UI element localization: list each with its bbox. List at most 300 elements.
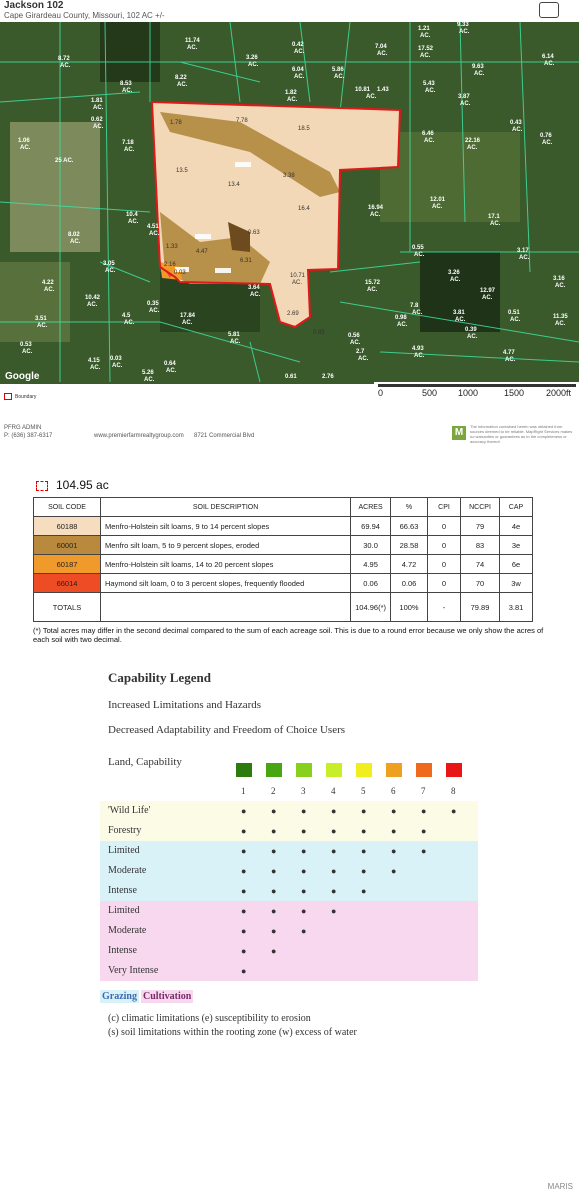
svg-text:AC.: AC. (93, 124, 104, 130)
capability-dot: ● (241, 846, 247, 856)
svg-text:AC.: AC. (124, 147, 135, 153)
cultivation-label: Cultivation (143, 991, 192, 1002)
svg-text:AC.: AC. (420, 53, 431, 59)
soil-description: Menfro silt loam, 5 to 9 percent slopes, eroded (101, 536, 351, 555)
svg-text:AC.: AC. (459, 29, 470, 35)
capability-dot: ● (271, 826, 277, 836)
svg-text:0.03: 0.03 (174, 270, 186, 276)
svg-text:AC.: AC. (144, 377, 155, 383)
capability-dot: ● (241, 946, 247, 956)
class-number: 4 (331, 786, 336, 796)
svg-text:6.46: 6.46 (422, 131, 434, 137)
soil-description: Haymond silt loam, 0 to 3 percent slopes, frequently flooded (101, 574, 351, 593)
soil-cap: 6e (500, 555, 533, 574)
scale-bar (374, 382, 579, 406)
svg-text:AC.: AC. (149, 308, 160, 314)
svg-text:AC.: AC. (250, 292, 261, 298)
boundary-icon (36, 481, 48, 491)
svg-text:0.51: 0.51 (508, 310, 520, 316)
class-8-swatch (446, 763, 462, 777)
svg-text:4.5: 4.5 (122, 313, 131, 319)
svg-text:AC.: AC. (93, 105, 104, 111)
capability-row (100, 821, 478, 841)
boundary-swatch-icon (4, 393, 12, 400)
svg-text:13.4: 13.4 (228, 182, 240, 188)
svg-text:11.74: 11.74 (185, 38, 200, 44)
table-row (34, 574, 533, 593)
capability-dot: ● (451, 806, 457, 816)
svg-text:1.33: 1.33 (166, 244, 178, 250)
capability-dot: ● (301, 866, 307, 876)
capability-dot: ● (361, 806, 367, 816)
svg-text:AC.: AC. (467, 334, 478, 340)
svg-text:13.5: 13.5 (176, 168, 188, 174)
soil-description: Menfro-Holstein silt loams, 9 to 14 percent slopes (101, 517, 351, 536)
capability-line-3: Land, Capability (108, 756, 182, 768)
svg-text:17.84: 17.84 (180, 313, 196, 319)
soil-table-header (34, 498, 533, 517)
table-row (34, 555, 533, 574)
capability-dot: ● (331, 866, 337, 876)
soil-cap: 3w (500, 574, 533, 593)
soil-cap: 4e (500, 517, 533, 536)
class-number: 3 (301, 786, 306, 796)
svg-text:AC.: AC. (367, 287, 378, 293)
class-number: 7 (421, 786, 426, 796)
svg-text:7.78: 7.78 (236, 118, 248, 124)
svg-text:AC.: AC. (366, 94, 377, 100)
svg-text:1.78: 1.78 (170, 120, 182, 126)
svg-text:12.97: 12.97 (480, 288, 496, 294)
totals-acres: 104.96(*) (351, 593, 391, 622)
capability-dot: ● (301, 826, 307, 836)
capability-row-label: Limited (108, 845, 140, 856)
col-cpi: CPI (428, 498, 461, 517)
svg-text:AC.: AC. (432, 204, 443, 210)
class-7-swatch (416, 763, 432, 777)
capability-dot: ● (241, 866, 247, 876)
svg-text:8.72: 8.72 (58, 56, 70, 62)
svg-text:0.43: 0.43 (510, 120, 522, 126)
capability-row (100, 861, 478, 881)
class-number: 8 (451, 786, 456, 796)
svg-text:0.64: 0.64 (164, 361, 176, 367)
capability-dot: ● (361, 826, 367, 836)
soil-code: 60188 (34, 517, 101, 536)
svg-text:3.81: 3.81 (453, 310, 465, 316)
totals-percent: 100% (391, 593, 428, 622)
capability-dot: ● (301, 806, 307, 816)
class-2-swatch (266, 763, 282, 777)
capability-dot: ● (331, 826, 337, 836)
svg-text:AC.: AC. (555, 321, 566, 327)
capability-dot: ● (301, 846, 307, 856)
svg-text:4.22: 4.22 (42, 280, 54, 286)
phone: P: (636) 387-6317 (4, 433, 53, 439)
svg-text:AC.: AC. (519, 255, 530, 261)
totals-nccpi: 79.89 (461, 593, 500, 622)
capability-dot: ● (391, 826, 397, 836)
soil-acres: 0.06 (351, 574, 391, 593)
svg-text:AC.: AC. (474, 71, 485, 77)
svg-text:0.98: 0.98 (395, 315, 407, 321)
svg-text:3.16: 3.16 (553, 276, 565, 282)
soil-cpi: 0 (428, 536, 461, 555)
capability-dot: ● (331, 886, 337, 896)
svg-text:AC.: AC. (112, 363, 123, 369)
col-cap: CAP (500, 498, 533, 517)
svg-text:AC.: AC. (555, 283, 566, 289)
svg-text:3.05: 3.05 (103, 261, 115, 267)
svg-text:10.71: 10.71 (290, 273, 306, 279)
capability-line-1: Increased Limitations and Hazards (108, 699, 262, 711)
capability-dot: ● (391, 806, 397, 816)
svg-text:AC.: AC. (230, 339, 241, 345)
svg-text:17.1: 17.1 (488, 214, 500, 220)
capability-dot: ● (271, 866, 277, 876)
svg-text:3.17: 3.17 (517, 248, 529, 254)
svg-text:AC.: AC. (542, 140, 553, 146)
capability-row (100, 801, 478, 821)
svg-text:6.14: 6.14 (542, 54, 554, 60)
capability-dot: ● (271, 846, 277, 856)
capability-legend (100, 657, 478, 1040)
svg-text:5.81: 5.81 (228, 332, 240, 338)
rounding-note: (*) Total acres may differ in the second decimal compared to the sum of each acreage soil. This is due to a round error because we only show the acres of each soil with two decimal. (33, 626, 544, 644)
svg-text:0.85: 0.85 (313, 330, 325, 336)
svg-text:6.04: 6.04 (292, 67, 304, 73)
svg-text:4.93: 4.93 (412, 346, 424, 352)
svg-text:AC.: AC. (187, 45, 198, 51)
table-row (34, 536, 533, 555)
svg-text:4.51: 4.51 (147, 224, 159, 230)
capability-row (100, 841, 478, 861)
disclaimer: The information contained herein was obtained from sources deemed to be reliable. MapRight Services makes no warranties or guarantees as to the completeness or accuracy thereof. (470, 424, 573, 444)
svg-text:AC.: AC. (460, 101, 471, 107)
svg-text:16.94: 16.94 (368, 205, 384, 211)
svg-text:AC.: AC. (412, 310, 423, 316)
svg-text:AC.: AC. (122, 88, 133, 94)
capability-dot: ● (331, 846, 337, 856)
svg-text:AC.: AC. (450, 277, 461, 283)
svg-text:5.43: 5.43 (423, 81, 435, 87)
capability-footnote-2: (s) soil limitations within the rooting zone (w) excess of water (108, 1027, 357, 1038)
acreage-summary (36, 478, 109, 492)
soil-nccpi: 70 (461, 574, 500, 593)
svg-text:AC.: AC. (177, 82, 188, 88)
svg-text:3.51: 3.51 (35, 316, 47, 322)
class-3-swatch (296, 763, 312, 777)
svg-text:AC.: AC. (397, 322, 408, 328)
svg-text:AC.: AC. (20, 145, 31, 151)
capability-dot: ● (241, 886, 247, 896)
capability-footnote-1: (c) climatic limitations (e) susceptibility to erosion (108, 1013, 311, 1024)
svg-text:AC.: AC. (37, 323, 48, 329)
col-percent: % (391, 498, 428, 517)
svg-text:AC.: AC. (512, 127, 523, 133)
svg-text:AC.: AC. (70, 239, 81, 245)
svg-text:AC.: AC. (166, 368, 177, 374)
svg-text:0.61: 0.61 (285, 374, 297, 380)
soil-cap: 3e (500, 536, 533, 555)
capability-dot: ● (301, 926, 307, 936)
svg-text:7.04: 7.04 (375, 44, 387, 50)
capability-row (100, 941, 478, 961)
class-number: 5 (361, 786, 366, 796)
soil-code: 60187 (34, 555, 101, 574)
capability-dot: ● (361, 866, 367, 876)
svg-text:0.63: 0.63 (248, 230, 260, 236)
svg-text:0.03: 0.03 (110, 356, 122, 362)
capability-dot: ● (271, 926, 277, 936)
capability-dot: ● (271, 946, 277, 956)
svg-text:17.52: 17.52 (418, 46, 434, 52)
soil-percent: 66.63 (391, 517, 428, 536)
totals-label: TOTALS (34, 593, 101, 622)
soil-percent: 28.58 (391, 536, 428, 555)
svg-text:10.42: 10.42 (85, 295, 101, 301)
svg-text:AC.: AC. (370, 212, 381, 218)
soil-acres: 69.94 (351, 517, 391, 536)
capability-dot: ● (241, 826, 247, 836)
svg-text:0.35: 0.35 (147, 301, 159, 307)
capability-dot: ● (241, 906, 247, 916)
capability-dot: ● (271, 906, 277, 916)
soil-cpi: 0 (428, 574, 461, 593)
svg-text:12.01: 12.01 (430, 197, 446, 203)
soil-description: Menfro-Holstein silt loams, 14 to 20 percent slopes (101, 555, 351, 574)
svg-text:AC.: AC. (294, 74, 305, 80)
svg-text:15.72: 15.72 (365, 280, 381, 286)
capability-row-label: Forestry (108, 825, 142, 836)
scale-1500: 1500 (504, 388, 525, 398)
soil-percent: 0.06 (391, 574, 428, 593)
capability-dot: ● (421, 826, 427, 836)
map-title: Jackson 102 (4, 0, 64, 11)
capability-row-label: Intense (108, 885, 137, 896)
capability-dot: ● (421, 846, 427, 856)
col-acres: ACRES (351, 498, 391, 517)
totals-row (34, 593, 533, 622)
capability-row-label: Intense (108, 945, 137, 956)
capability-dot: ● (271, 806, 277, 816)
capability-line-2: Decreased Adaptability and Freedom of Choice Users (108, 724, 346, 736)
svg-text:1.81: 1.81 (91, 98, 103, 104)
capability-dot: ● (301, 906, 307, 916)
class-number: 1 (241, 786, 246, 796)
soil-cpi: 0 (428, 517, 461, 536)
capability-dot: ● (301, 886, 307, 896)
capability-row-label: Very Intense (108, 965, 159, 976)
capability-title: Capability Legend (108, 670, 211, 685)
capability-dot: ● (331, 906, 337, 916)
svg-text:9.33: 9.33 (457, 22, 469, 28)
svg-text:18.5: 18.5 (298, 126, 310, 132)
svg-text:AC.: AC. (128, 219, 139, 225)
svg-text:AC.: AC. (414, 252, 425, 258)
class-number: 2 (271, 786, 276, 796)
svg-text:AC.: AC. (377, 51, 388, 57)
scale-2000ft: 2000ft (546, 388, 572, 398)
capability-dot: ● (331, 806, 337, 816)
svg-text:1.43: 1.43 (377, 87, 389, 93)
svg-text:7.18: 7.18 (122, 140, 134, 146)
svg-text:AC.: AC. (358, 356, 369, 362)
capability-dot: ● (271, 886, 277, 896)
map-subtitle: Cape Girardeau County, Missouri, 102 AC +/- (4, 11, 165, 20)
soil-percent: 4.72 (391, 555, 428, 574)
svg-text:AC.: AC. (149, 231, 160, 237)
svg-text:4.47: 4.47 (196, 249, 208, 255)
capability-row (100, 961, 478, 981)
soil-acres: 30.0 (351, 536, 391, 555)
soil-cpi: 0 (428, 555, 461, 574)
svg-text:6.31: 6.31 (240, 258, 252, 264)
svg-text:0.56: 0.56 (348, 333, 360, 339)
svg-text:AC.: AC. (505, 357, 516, 363)
svg-text:3.26: 3.26 (448, 270, 460, 276)
svg-text:2.76: 2.76 (322, 374, 334, 380)
capability-dot: ● (241, 966, 247, 976)
boundary-label: Boundary (15, 393, 37, 400)
svg-text:AC.: AC. (90, 365, 101, 371)
soil-code: 66014 (34, 574, 101, 593)
svg-text:4.15: 4.15 (88, 358, 100, 364)
scale-500: 500 (422, 388, 438, 398)
svg-text:1.06: 1.06 (18, 138, 30, 144)
svg-text:4.77: 4.77 (503, 350, 515, 356)
svg-text:AC.: AC. (424, 138, 435, 144)
mapright-logo-icon (539, 2, 559, 18)
svg-text:AC.: AC. (182, 320, 193, 326)
svg-text:3.64: 3.64 (248, 285, 260, 291)
svg-text:3.38: 3.38 (283, 173, 295, 179)
svg-text:AC.: AC. (22, 349, 33, 355)
map-graphics (0, 22, 579, 384)
svg-text:0.42: 0.42 (292, 42, 304, 48)
capability-row-label: 'Wild Life' (108, 805, 151, 816)
svg-text:8.53: 8.53 (120, 81, 132, 87)
svg-text:16.4: 16.4 (298, 206, 310, 212)
svg-text:9.63: 9.63 (472, 64, 484, 70)
acreage-value: 104.95 ac (56, 478, 109, 492)
map-legend (4, 393, 36, 400)
class-1-swatch (236, 763, 252, 777)
col-nccpi: NCCPI (461, 498, 500, 517)
svg-text:2.7: 2.7 (356, 349, 365, 355)
mapright-m-logo: M (452, 426, 466, 440)
table-row (34, 517, 533, 536)
capability-dot: ● (391, 866, 397, 876)
svg-text:AC.: AC. (60, 63, 71, 69)
svg-text:1.21: 1.21 (418, 26, 430, 32)
totals-cpi: - (428, 593, 461, 622)
svg-text:0.55: 0.55 (412, 245, 424, 251)
svg-text:AC.: AC. (544, 61, 555, 67)
svg-text:25 AC.: 25 AC. (55, 158, 74, 164)
svg-text:AC.: AC. (44, 287, 55, 293)
capability-row (100, 901, 478, 921)
totals-description (101, 593, 351, 622)
capability-dot: ● (421, 806, 427, 816)
soil-table (33, 497, 533, 622)
svg-text:AC.: AC. (455, 317, 466, 323)
svg-text:2.16: 2.16 (164, 262, 176, 268)
svg-text:0.53: 0.53 (20, 342, 32, 348)
svg-text:10.4: 10.4 (126, 212, 138, 218)
address: 8721 Commercial Blvd (194, 433, 255, 439)
watermark: MARIS (547, 1182, 573, 1191)
svg-text:AC.: AC. (420, 33, 431, 39)
svg-text:11.35: 11.35 (553, 314, 568, 320)
svg-text:0.62: 0.62 (91, 117, 103, 123)
capability-row-label: Limited (108, 905, 140, 916)
capability-row-label: Moderate (108, 865, 147, 876)
svg-text:0.39: 0.39 (465, 327, 477, 333)
capability-row (100, 921, 478, 941)
svg-text:AC.: AC. (292, 280, 303, 286)
totals-cap: 3.81 (500, 593, 533, 622)
svg-text:AC.: AC. (294, 49, 305, 55)
class-5-swatch (356, 763, 372, 777)
grazing-label: Grazing (102, 991, 137, 1002)
soil-acres: 4.95 (351, 555, 391, 574)
svg-text:8.22: 8.22 (175, 75, 187, 81)
svg-text:3.26: 3.26 (246, 55, 258, 61)
svg-text:3.87: 3.87 (458, 94, 470, 100)
class-4-swatch (326, 763, 342, 777)
svg-text:AC.: AC. (425, 88, 436, 94)
capability-dot: ● (361, 846, 367, 856)
svg-text:0.76: 0.76 (540, 133, 552, 139)
svg-text:AC.: AC. (334, 74, 345, 80)
svg-text:AC.: AC. (482, 295, 493, 301)
website-link[interactable]: www.premierfarmrealtygroup.com (94, 433, 184, 439)
soil-code: 60001 (34, 536, 101, 555)
svg-text:5.26: 5.26 (142, 370, 154, 376)
svg-text:7.8: 7.8 (410, 303, 419, 309)
svg-text:AC.: AC. (105, 268, 116, 274)
svg-text:5.86: 5.86 (332, 67, 344, 73)
soil-nccpi: 83 (461, 536, 500, 555)
svg-text:AC.: AC. (350, 340, 361, 346)
capability-dot: ● (241, 806, 247, 816)
col-soil-description: SOIL DESCRIPTION (101, 498, 351, 517)
soil-nccpi: 79 (461, 517, 500, 536)
soil-nccpi: 74 (461, 555, 500, 574)
svg-text:AC.: AC. (248, 62, 259, 68)
class-number: 6 (391, 786, 396, 796)
svg-text:AC.: AC. (490, 221, 501, 227)
svg-text:1.82: 1.82 (285, 90, 297, 96)
capability-row (100, 881, 478, 901)
header (0, 0, 579, 22)
class-6-swatch (386, 763, 402, 777)
capability-row-label: Moderate (108, 925, 147, 936)
svg-text:AC.: AC. (124, 320, 135, 326)
scale-1000: 1000 (458, 388, 479, 398)
svg-text:8.02: 8.02 (68, 232, 80, 238)
svg-text:2.69: 2.69 (287, 311, 299, 317)
svg-text:AC.: AC. (87, 302, 98, 308)
google-attribution: Google (5, 371, 40, 382)
svg-text:AC.: AC. (467, 145, 478, 151)
company-name: PFRG ADMIN (4, 425, 42, 431)
col-soil-code: SOIL CODE (34, 498, 101, 517)
svg-text:AC.: AC. (287, 97, 298, 103)
capability-dot: ● (391, 846, 397, 856)
svg-text:10.81: 10.81 (355, 87, 371, 93)
